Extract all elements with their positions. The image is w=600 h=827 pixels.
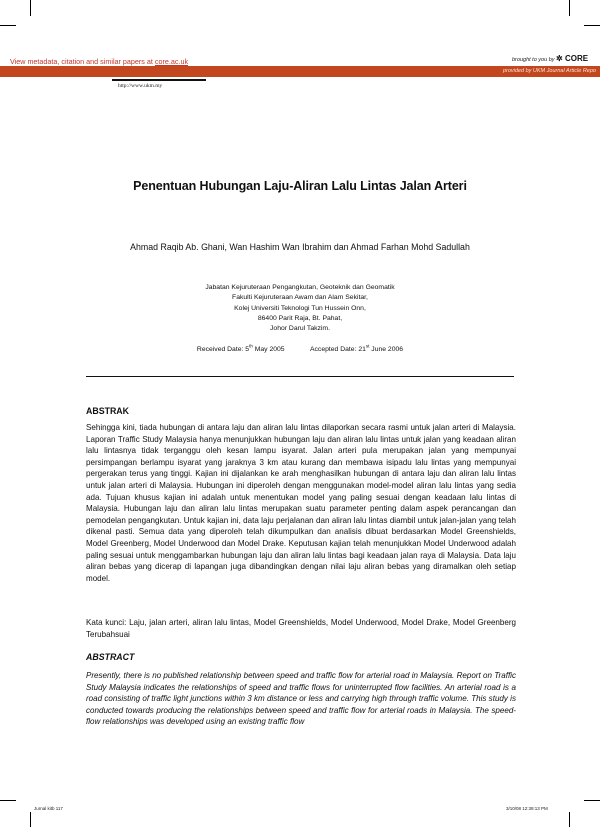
header-rule (112, 79, 206, 81)
abstract-heading: ABSTRACT (86, 652, 135, 662)
paper-authors: Ahmad Raqib Ab. Ghani, Wan Hashim Wan Ibrahim dan Ahmad Farhan Mohd Sadullah (130, 242, 470, 252)
journal-url: http://www.ukm.my (118, 83, 163, 89)
crop-mark (584, 25, 600, 26)
crop-mark (0, 800, 16, 801)
abstract-body: Presently, there is no published relationship between speed and traffic flow for arterial road in Malaysia. Report on Traffic Study Malaysia indicates the relationships of speed and traffic flows for uninterrupted flow facilities. An arterial road is a road consisting of traffic light junctions within 3 km distance or less and carrying high through traffic volume. This study is conducted towards producing the relationships between speed and traffic flow for arterial roads in Malaysia. The speed-flow relationships was developed using an existing traffic flow (86, 671, 516, 727)
brought-by-text: brought to you by (512, 57, 555, 63)
received-date: Received Date: 5th May 2005 (196, 344, 285, 354)
core-metadata-link[interactable] (10, 57, 188, 66)
accepted-date: Accepted Date: 21st June 2006 (309, 344, 404, 354)
core-logo-icon: ✲ (556, 54, 563, 63)
affiliation-line: Fakulti Kejuruteraan Awam dan Alam Sekitar, (232, 294, 368, 302)
section-divider (86, 376, 514, 377)
affiliation-line: Johor Darul Takzim. (270, 325, 330, 333)
provided-by-text: provided by UKM Journal Article Repo (502, 68, 596, 74)
crop-mark (569, 812, 570, 827)
crop-mark (30, 0, 31, 16)
crop-mark (30, 812, 31, 827)
crop-mark (569, 0, 570, 16)
affiliation-line: Kolej Universiti Teknologi Tun Hussein Onn, (234, 304, 366, 312)
footer-file-label: Jurnal kitb 117 (34, 806, 63, 811)
paper-dates (0, 344, 600, 353)
abstrak-heading: ABSTRAK (86, 406, 130, 416)
paper-title: Penentuan Hubungan Laju-Aliran Lalu Lintas Jalan Arteri (133, 179, 467, 193)
core-link-anchor[interactable]: core.ac.uk (154, 57, 189, 66)
core-link-prefix: View metadata, citation and similar papers at (10, 57, 153, 66)
affiliation-line: 86400 Parit Raja, Bt. Pahat, (257, 314, 343, 322)
kata-kunci: Kata kunci: Laju, jalan arteri, aliran lalu lintas, Model Greenshields, Model Underwood, Model Drake, Model Greenberg Terubahsuai (86, 618, 516, 639)
affiliation-line: Jabatan Kejuruteraan Pengangkutan, Geoteknik dan Geomatik (205, 284, 395, 291)
core-logo-text: CORE (564, 54, 589, 63)
crop-mark (584, 800, 600, 801)
affiliation-block (0, 283, 600, 334)
footer-timestamp: 3/10/08 12:39:13 PM (506, 806, 548, 811)
crop-mark (0, 25, 16, 26)
core-logo[interactable] (556, 54, 588, 63)
abstrak-body: Sehingga kini, tiada hubungan di antara laju dan aliran lalu lintas dilaporkan secara rasmi untuk jalan arteri di Malaysia. Laporan Traffic Study Malaysia hanya menunjukkan hubungan laju dan aliran lalu lintas untuk jalan yang keadaan aliran lalu lintasnya tidak terganggu oleh kesan lampu isyarat. Jalan arteri pula merupakan jalan yang mempunyai persimpangan berlampu isyarat yang jaraknya 3 km atau kurang dan membawa isipadu lalu lintas yang mempunyai pergerakan terus yang tinggi. Kajian ini dijalankan ke arah menghasilkan hubungan di antara laju dan aliran lalu lintas untuk jalan arteri di Malaysia. Hubungan ini diperoleh dengan menggunakan model-model aliran lalu lintas yang sedia ada. Tujuan khusus kajian ini adalah untuk menentukan model yang paling sesuai dengan keadaan lalu lintas di Malaysia. Hubungan laju dan aliran lalu lintas merupakan suatu parameter penting dalam aspek perancangan dan pemodelan pengangkutan. Untuk kajian ini, data laju perjalanan dan aliran lalu lintas diambil untuk jalan-jalan yang telah dikenal pasti. Semua data yang diperoleh telah dikumpulkan dan analisis dibuat berdasarkan Model Greenshields, Model Greenberg, Model Underwood dan Model Drake. Keputusan kajian telah menunjukkan Model Underwood adalah paling sesuai untuk menggambarkan hubungan laju dan aliran lalu lintas bagi keadaan jalan raya di Malaysia. Data laju aliran bebas yang dicerap di lapangan juga dibandingkan dengan nilai laju aliran bebas yang diramalkan oleh setiap model. (86, 423, 516, 583)
